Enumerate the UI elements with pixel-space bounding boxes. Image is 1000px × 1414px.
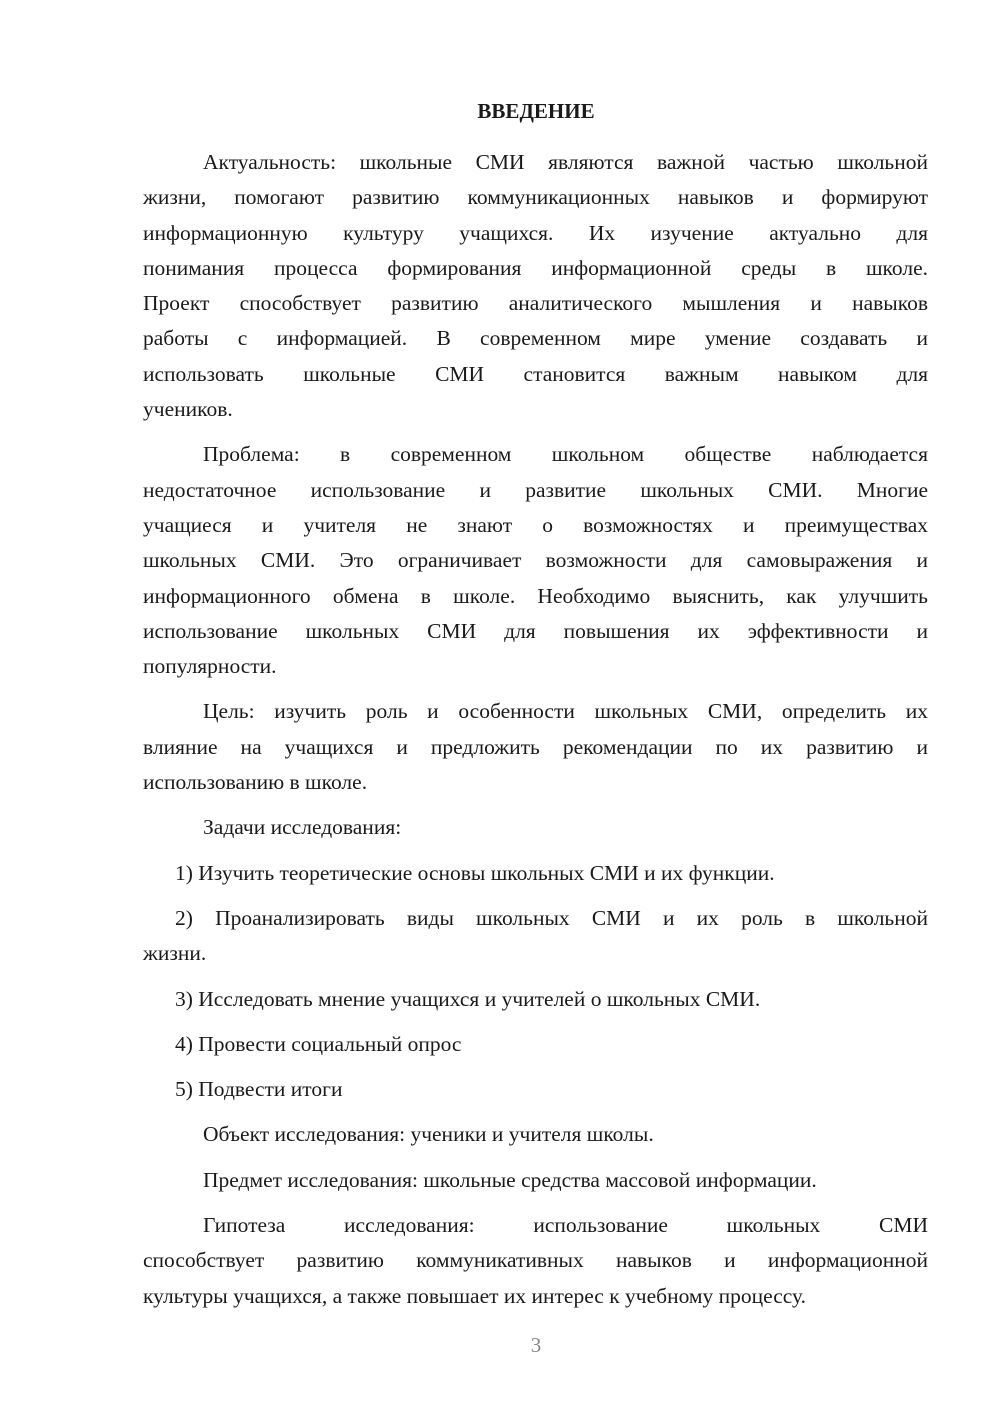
text-line: школьных СМИ. Это ограничивает возможности для самовыражения и <box>143 548 928 573</box>
paragraph <box>143 437 928 684</box>
document-body <box>143 145 928 1324</box>
text-line: Объект исследования: ученики и учителя школы. <box>203 1122 654 1147</box>
text-line: Предмет исследования: школьные средства массовой информации. <box>203 1167 817 1192</box>
text-line: понимания процесса формирования информационной среды в школе. <box>143 255 928 280</box>
paragraph <box>143 1117 928 1152</box>
text-line: Проект способствует развитию аналитического мышления и навыков <box>143 291 928 316</box>
list-item <box>143 982 928 1017</box>
text-line: популярности. <box>143 654 277 679</box>
page-number: 3 <box>530 1333 542 1357</box>
text-line: жизни, помогают развитию коммуникационных навыков и формируют <box>143 185 928 210</box>
text-line: недостаточное использование и развитие школьных СМИ. Многие <box>143 477 928 502</box>
text-line: Задачи исследования: <box>203 815 402 840</box>
list-item <box>143 856 928 891</box>
list-item <box>143 1027 928 1062</box>
text-line: культуры учащихся, а также повышает их интерес к учебному процессу. <box>143 1283 807 1308</box>
paragraph <box>143 694 928 800</box>
text-line: использованию в школе. <box>143 770 368 795</box>
text-line: Гипотеза исследования: использование школьных СМИ <box>203 1213 928 1238</box>
text-line: работы с информацией. В современном мире умение создавать и <box>143 326 928 351</box>
text-line: способствует развитию коммуникативных навыков и информационной <box>143 1248 928 1273</box>
text-line: влияние на учащихся и предложить рекомендации по их развитию и <box>143 734 928 759</box>
text-line: учащиеся и учителя не знают о возможностях и преимуществах <box>143 512 928 537</box>
text-line: информационную культуру учащихся. Их изучение актуально для <box>143 220 928 245</box>
text-line: Цель: изучить роль и особенности школьных СМИ, определить их <box>203 699 928 724</box>
paragraph <box>143 1163 928 1198</box>
paragraph <box>143 145 928 427</box>
text-line: 1) Изучить теоретические основы школьных СМИ и их функции. <box>175 860 775 885</box>
paragraph <box>143 810 928 845</box>
list-item <box>143 1072 928 1107</box>
text-line: 4) Провести социальный опрос <box>175 1031 462 1056</box>
text-line: 2) Проанализировать виды школьных СМИ и их роль в школьной <box>175 905 928 930</box>
text-line: учеников. <box>143 397 233 422</box>
text-line: использовать школьные СМИ становится важным навыком для <box>143 361 928 386</box>
text-line: 3) Исследовать мнение учащихся и учителей о школьных СМИ. <box>175 986 761 1011</box>
text-line: использование школьных СМИ для повышения их эффективности и <box>143 618 928 643</box>
section-title: ВВЕДЕНИЕ <box>477 99 595 123</box>
paragraph <box>143 1208 928 1314</box>
text-line: Проблема: в современном школьном обществе наблюдается <box>203 442 928 467</box>
text-line: информационного обмена в школе. Необходимо выяснить, как улучшить <box>143 583 928 608</box>
list-item <box>143 901 928 972</box>
text-line: жизни. <box>143 941 207 966</box>
text-line: 5) Подвести итоги <box>175 1077 343 1102</box>
text-line: Актуальность: школьные СМИ являются важной частью школьной <box>203 150 928 174</box>
